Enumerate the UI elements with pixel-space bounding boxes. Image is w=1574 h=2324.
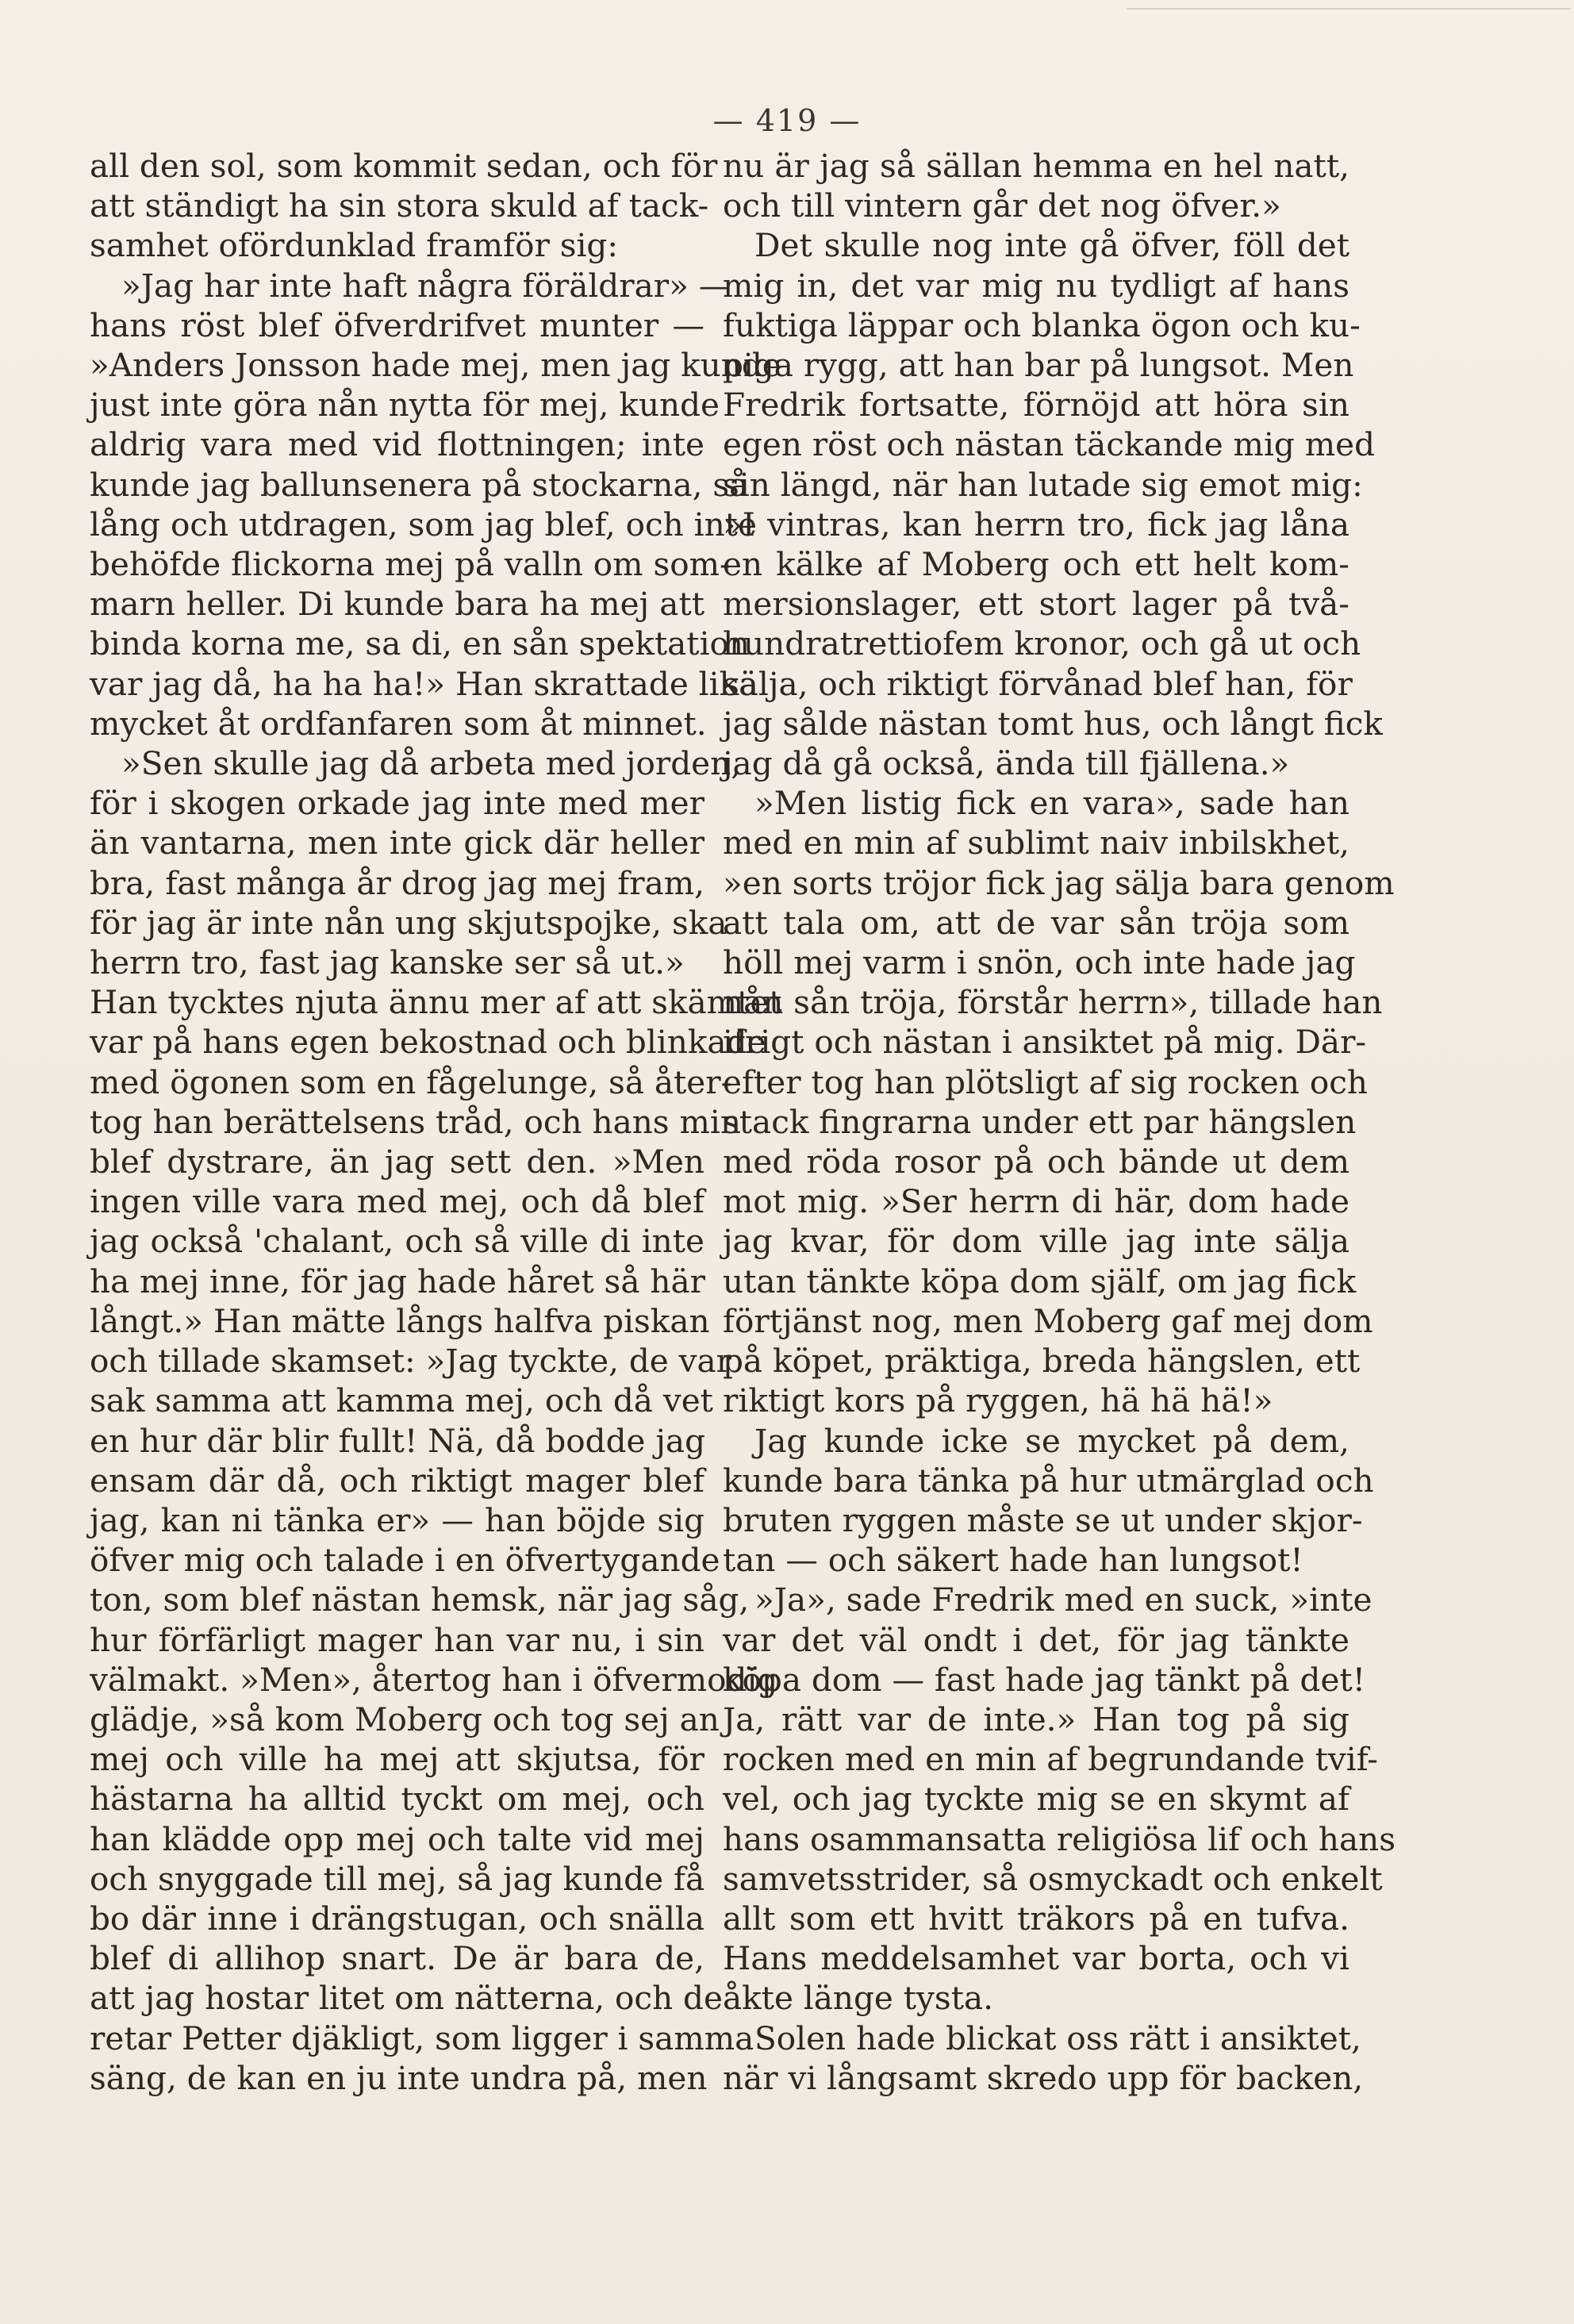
- page-number: — 419 —: [712, 103, 862, 138]
- text-line: Det skulle nog inte gå öfver, föll det: [754, 226, 1349, 265]
- text-line: retar Petter djäkligt, som ligger i samma: [90, 2019, 754, 2057]
- text-line: just inte göra nån nytta för mej, kunde: [90, 386, 720, 424]
- text-line: med röda rosor på och bände ut dem: [723, 1143, 1349, 1181]
- text-line: hästarna ha alltid tyckt om mej, och: [90, 1780, 704, 1819]
- text-line: och snyggade till mej, så jag kunde få: [90, 1859, 705, 1898]
- text-line: att tala om, att de var sån tröja som: [723, 903, 1349, 942]
- text-line: Han tycktes njuta ännu mer af att skämtet: [90, 983, 782, 1022]
- right-text-column: [723, 146, 1396, 2098]
- text-line: för jag är inte nån ung skjutspojke, ska: [90, 903, 727, 942]
- text-line: ifrigt och nästan i ansiktet på mig. Där-: [723, 1023, 1367, 1062]
- text-line: egen röst och nästan täckande mig med: [723, 425, 1376, 464]
- text-line: hans osammansatta religiösa lif och hans: [723, 1819, 1396, 1858]
- text-line: samvetsstrider, så osmyckadt och enkelt: [723, 1859, 1383, 1898]
- text-line: riktigt kors på ryggen, hä hä hä!»: [723, 1381, 1273, 1420]
- text-line: mersionslager, ett stort lager på två-: [723, 585, 1349, 624]
- text-line: var på hans egen bekostnad och blinkade: [90, 1023, 766, 1062]
- text-line: »Men listig fick en vara», sade han: [754, 784, 1349, 823]
- text-line: nu är jag så sällan hemma en hel natt,: [723, 147, 1349, 185]
- text-line: kunde jag ballunsenera på stockarna, så: [90, 465, 749, 504]
- text-line: »Anders Jonsson hade mej, men jag kunde: [90, 346, 781, 385]
- text-line: fuktiga läppar och blanka ögon och ku-: [723, 305, 1361, 344]
- text-line: mej och ville ha mej att skjutsa, för: [90, 1740, 704, 1779]
- text-line: höll mej varm i snön, och inte hade jag: [723, 943, 1356, 982]
- text-line: utan tänkte köpa dom själf, om jag fick: [723, 1262, 1357, 1300]
- text-line: bo där inne i drängstugan, och snälla: [90, 1899, 704, 1938]
- text-line: med ögonen som en fågelunge, så åter-: [90, 1062, 732, 1101]
- text-line: rocken med en min af begrundande tvif-: [723, 1740, 1378, 1779]
- text-line: aldrig vara med vid flottningen; inte: [90, 425, 704, 464]
- text-line: samhet ofördunklad framför sig:: [90, 226, 618, 265]
- text-line: herrn tro, fast jag kanske ser så ut.»: [90, 943, 685, 982]
- text-line: mot mig. »Ser herrn di här, dom hade: [723, 1182, 1349, 1221]
- text-line: mycket åt ordfanfaren som åt minnet.: [90, 704, 707, 743]
- text-line: hans röst blef öfverdrifvet munter —: [90, 305, 704, 344]
- text-line: lång och utdragen, som jag blef, och inte: [90, 505, 757, 544]
- text-line: och till vintern går det nog öfver.»: [723, 186, 1281, 225]
- text-line: marn heller. Di kunde bara ha mej att: [90, 585, 704, 624]
- text-line: välmakt. »Men», återtog han i öfvermodig: [90, 1660, 778, 1699]
- text-line: han klädde opp mej och talte vid mej: [90, 1819, 704, 1858]
- text-line: »Jag har inte haft några föräldrar» —: [121, 266, 731, 305]
- text-line: jag sålde nästan tomt hus, och långt fick: [723, 704, 1383, 743]
- scan-edge-line: [1127, 8, 1571, 10]
- text-line: säng, de kan en ju inte undra på, men: [90, 2058, 708, 2097]
- text-line: jag, kan ni tänka er» — han böjde sig: [90, 1500, 704, 1539]
- text-line: all den sol, som kommit sedan, och för: [90, 147, 718, 185]
- text-line: att ständigt ha sin stora skuld af tack-: [90, 186, 709, 225]
- text-line: ingen ville vara med mej, och då blef: [90, 1182, 704, 1221]
- text-line: för i skogen orkade jag inte med mer: [90, 784, 704, 823]
- text-line: jag då gå också, ända till fjällena.»: [723, 744, 1290, 783]
- text-line: när vi långsamt skredo upp för backen,: [723, 2058, 1364, 2097]
- text-line: vel, och jag tyckte mig se en skymt af: [723, 1780, 1349, 1819]
- text-line: tan — och säkert hade han lungsot!: [723, 1541, 1303, 1580]
- text-line: efter tog han plötsligt af sig rocken och: [723, 1062, 1368, 1101]
- text-line: piga rygg, att han bar på lungsot. Men: [723, 346, 1354, 385]
- text-line: med en min af sublimt naiv inbilskhet,: [723, 824, 1349, 862]
- text-line: var jag då, ha ha ha!» Han skrattade lika: [90, 664, 758, 703]
- text-line: på köpet, präktiga, breda hängslen, ett: [723, 1342, 1361, 1381]
- text-line: Fredrik fortsatte, förnöjd att höra sin: [723, 386, 1349, 424]
- text-line: var det väl ondt i det, för jag tänkte: [723, 1620, 1349, 1659]
- text-line: hur förfärligt mager han var nu, i sin: [90, 1620, 704, 1659]
- text-line: en kälke af Moberg och ett helt kom-: [723, 545, 1349, 584]
- text-line: Solen hade blickat oss rätt i ansiktet,: [754, 2019, 1361, 2057]
- text-line: hundratrettiofem kronor, och gå ut och: [723, 624, 1361, 663]
- text-line: bruten ryggen måste se ut under skjor-: [723, 1500, 1363, 1539]
- text-line: behöfde flickorna mej på valln om som-: [90, 545, 731, 584]
- text-line: och tillade skamset: »Jag tyckte, de var: [90, 1342, 731, 1381]
- text-line: glädje, »så kom Moberg och tog sej an: [90, 1700, 720, 1738]
- text-line: Jag kunde icke se mycket på dem,: [754, 1421, 1349, 1460]
- text-line: bra, fast många år drog jag mej fram,: [90, 863, 704, 902]
- text-line: förtjänst nog, men Moberg gaf mej dom: [723, 1301, 1373, 1340]
- text-line: långt.» Han mätte långs halfva piskan: [90, 1301, 710, 1340]
- text-line: ton, som blef nästan hemsk, när jag såg,: [90, 1581, 750, 1619]
- text-line: blef di allihop snart. De är bara de,: [90, 1939, 704, 1978]
- text-line: binda korna me, sa di, en sån spektation: [90, 624, 750, 663]
- text-line: blef dystrare, än jag sett den. »Men: [90, 1143, 704, 1181]
- text-line: ensam där då, och riktigt mager blef: [90, 1461, 704, 1500]
- text-line: köpa dom — fast hade jag tänkt på det!: [723, 1660, 1365, 1699]
- text-line: att jag hostar litet om nätterna, och de: [90, 1979, 723, 2018]
- text-line: sin längd, när han lutade sig emot mig:: [723, 465, 1363, 504]
- text-line: jag också 'chalant, och så ville di inte: [90, 1222, 704, 1261]
- text-line: stack fingrarna under ett par hängslen: [723, 1102, 1357, 1141]
- text-line: ha mej inne, för jag hade håret så här: [90, 1262, 705, 1300]
- text-line: »Ja», sade Fredrik med en suck, »inte: [754, 1581, 1372, 1619]
- text-line: sälja, och riktigt förvånad blef han, för: [723, 664, 1353, 703]
- text-line: än vantarna, men inte gick där heller: [90, 824, 704, 862]
- text-line: Hans meddelsamhet var borta, och vi: [723, 1939, 1349, 1978]
- text-line: »en sorts tröjor fick jag sälja bara genom: [723, 863, 1395, 902]
- left-text-column: [90, 146, 782, 2098]
- text-line: öfver mig och talade i en öfvertygande: [90, 1541, 720, 1580]
- text-line: sak samma att kamma mej, och då vet: [90, 1381, 713, 1420]
- text-line: »I vintras, kan herrn tro, fick jag låna: [723, 505, 1349, 544]
- text-line: mig in, det var mig nu tydligt af hans: [723, 266, 1349, 305]
- text-line: jag kvar, för dom ville jag inte sälja: [723, 1222, 1349, 1261]
- text-line: nån sån tröja, förstår herrn», tillade han: [723, 983, 1383, 1022]
- text-line: allt som ett hvitt träkors på en tufva.: [723, 1899, 1349, 1938]
- text-line: kunde bara tänka på hur utmärglad och: [723, 1461, 1374, 1500]
- text-line: Ja, rätt var de inte.» Han tog på sig: [723, 1700, 1349, 1738]
- text-line: tog han berättelsens tråd, och hans min: [90, 1102, 741, 1141]
- text-line: åkte länge tysta.: [723, 1979, 993, 2018]
- text-line: en hur där blir fullt! Nä, då bodde jag: [90, 1421, 706, 1460]
- text-line: »Sen skulle jag då arbeta med jorden,: [121, 744, 742, 783]
